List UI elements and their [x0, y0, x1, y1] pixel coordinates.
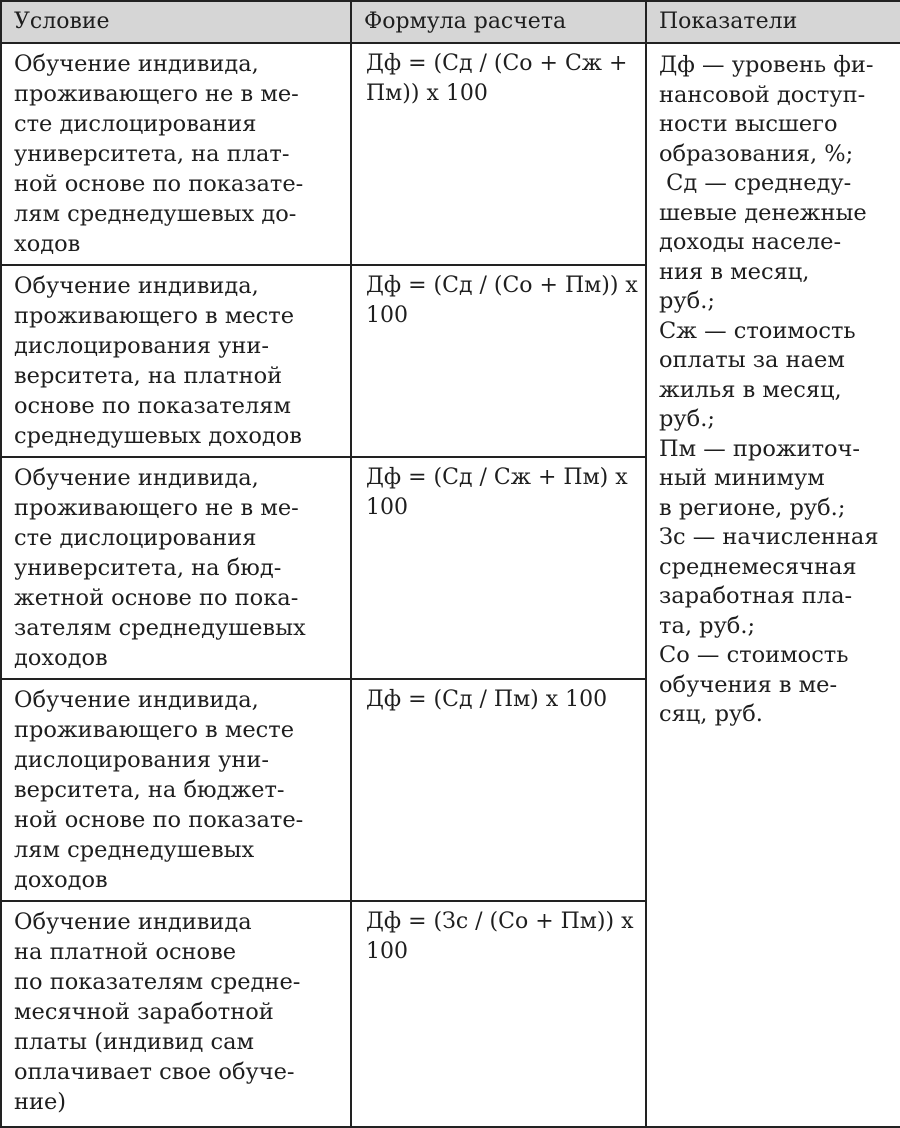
- condition-line: дислоцирования уни-: [14, 747, 269, 773]
- condition-line: Обучение индивида,: [14, 51, 259, 77]
- condition-line: ной основе по показате-: [14, 807, 304, 833]
- condition-line: проживающего не в ме-: [14, 81, 299, 107]
- table-row: [1, 43, 900, 265]
- formula-line: 100: [366, 303, 408, 328]
- condition-line: Обучение индивида,: [14, 687, 259, 713]
- formula-cell: [351, 265, 646, 457]
- condition-line: оплачивает свое обуче-: [14, 1059, 295, 1085]
- indicator-line: шевые денежные: [659, 199, 867, 226]
- condition-line: проживающего не в ме-: [14, 495, 299, 521]
- indicator-line: Сд — среднеду-: [659, 170, 852, 196]
- condition-line: ние): [14, 1089, 67, 1115]
- formula-line: Пм)) х 100: [366, 81, 488, 106]
- indicator-line: Зс — начисленная: [659, 524, 879, 550]
- indicator-line: сяц, руб.: [659, 701, 763, 727]
- condition-cell: [1, 457, 351, 679]
- indicator-line: обучения в ме-: [659, 671, 838, 698]
- indicator-line: в регионе, руб.;: [659, 494, 846, 521]
- condition-line: лям среднедушевых: [14, 837, 255, 863]
- indicator-line: Сж — стоимость: [659, 317, 856, 344]
- formula-line: Дф = (Сд / (Со + Пм)) х: [366, 273, 638, 298]
- indicator-line: ный минимум: [659, 465, 825, 491]
- indicator-line: ния в месяц,: [659, 258, 810, 285]
- condition-line: лям среднедушевых до-: [14, 201, 297, 227]
- formula-line: Дф = (Зс / (Со + Пм)) х: [366, 909, 634, 934]
- condition-cell: [1, 265, 351, 457]
- indicator-line: Пм — прожиточ-: [659, 435, 861, 462]
- formula-line: Дф = (Сд / (Со + Сж +: [366, 51, 628, 76]
- formula-cell: [351, 457, 646, 679]
- header-indicators: Показатели: [646, 1, 900, 43]
- condition-line: доходов: [14, 867, 108, 893]
- formula-cell: [351, 901, 646, 1127]
- condition-line: университета, на бюд-: [14, 555, 282, 581]
- condition-line: жетной основе по пока-: [14, 585, 299, 611]
- condition-line: дислоцирования уни-: [14, 333, 269, 359]
- condition-line: сте дислоцирования: [14, 525, 257, 551]
- condition-line: ходов: [14, 231, 81, 257]
- condition-line: Обучение индивида,: [14, 273, 259, 299]
- formula-line: 100: [366, 495, 408, 520]
- condition-line: проживающего в месте: [14, 717, 295, 743]
- indicator-line: Со — стоимость: [659, 642, 849, 668]
- indicator-line: та, руб.;: [659, 612, 756, 639]
- condition-line: доходов: [14, 645, 108, 671]
- indicator-line: ности высшего: [659, 111, 838, 137]
- indicators-cell: [646, 43, 900, 1127]
- condition-line: среднедушевых доходов: [14, 423, 302, 449]
- indicator-line: руб.;: [659, 406, 715, 432]
- indicator-line: нансовой доступ-: [659, 81, 866, 108]
- condition-line: основе по показателям: [14, 393, 291, 419]
- indicator-line: Дф — уровень фи-: [659, 52, 874, 78]
- formula-line: Дф = (Сд / Пм) х 100: [366, 687, 608, 712]
- condition-line: университета, на плат-: [14, 141, 290, 167]
- indicator-line: образования, %;: [659, 140, 854, 167]
- condition-line: ной основе по показате-: [14, 171, 304, 197]
- condition-cell: [1, 679, 351, 901]
- indicator-line: руб.;: [659, 288, 715, 314]
- condition-line: платы (индивид сам: [14, 1029, 255, 1055]
- condition-line: сте дислоцирования: [14, 111, 257, 137]
- indicator-line: среднемесячная: [659, 553, 857, 580]
- condition-line: Обучение индивида: [14, 909, 252, 935]
- condition-cell: [1, 901, 351, 1127]
- indicator-line: жилья в месяц,: [659, 376, 842, 403]
- condition-line: верситета, на платной: [14, 363, 283, 389]
- header-formula: Формула расчета: [351, 1, 646, 43]
- condition-cell: [1, 43, 351, 265]
- condition-line: Обучение индивида,: [14, 465, 259, 491]
- indicator-line: оплаты за наем: [659, 347, 845, 373]
- header-condition: Условие: [1, 1, 351, 43]
- condition-line: по показателям средне-: [14, 969, 301, 995]
- condition-line: верситета, на бюджет-: [14, 777, 285, 803]
- formula-cell: [351, 679, 646, 901]
- condition-line: проживающего в месте: [14, 303, 295, 329]
- formula-line: 100: [366, 939, 408, 964]
- formula-line: Дф = (Сд / Сж + Пм) х: [366, 465, 628, 490]
- formula-cell: [351, 43, 646, 265]
- indicator-line: заработная пла-: [659, 583, 853, 609]
- header-row: [1, 1, 900, 43]
- indicator-line: доходы населе-: [659, 229, 842, 255]
- condition-line: месячной заработной: [14, 999, 274, 1025]
- condition-line: на платной основе: [14, 939, 237, 965]
- condition-line: зателям среднедушевых: [14, 615, 306, 641]
